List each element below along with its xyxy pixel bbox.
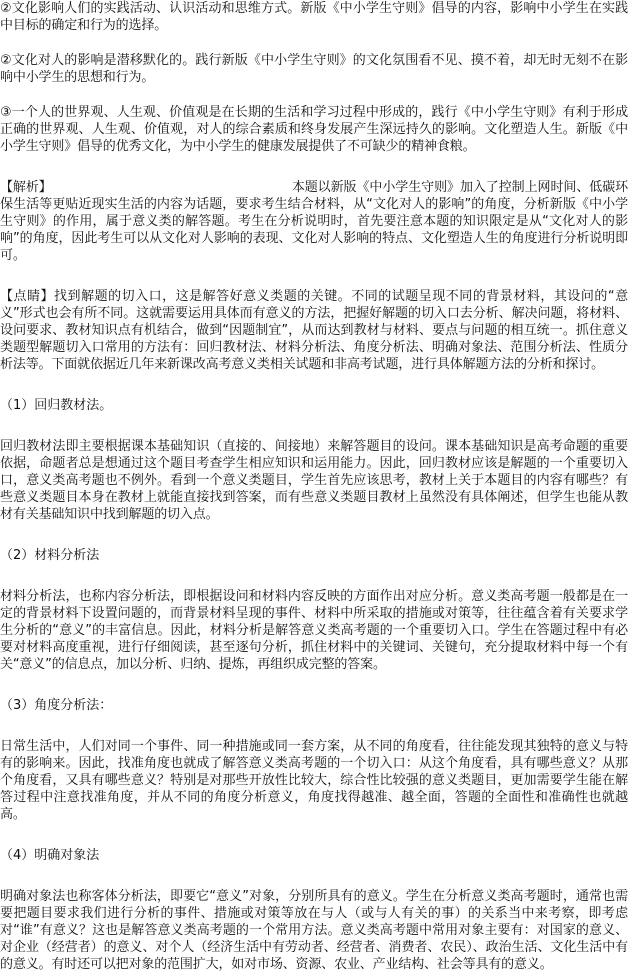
spacer	[0, 864, 628, 888]
method-3-text: 日常生活中，人们对同一个事件、同一种措施或同一套方案，从不同的角度看，往往能发现其独特的意义与特有的影响来。因此，找准角度也就成了解答意义类高考题的一个切入口：从这个角度看，具有哪些意义？从那个角度看，又具有哪些意义？特别是对那些开放性比较大，综合性比较强的意义类题目，更加需要学生能在解答过程中注意找准角度，并从不同的角度分析意义，角度找得越准、越全面，答题的全面性和准确性也就越高。	[0, 739, 628, 822]
method-2-title: （2）材料分析法	[0, 548, 100, 563]
point-3: ③一个人的世界观、人生观、价值观是在长期的生活和学习过程中形成的，践行《中小学生守则》有利于形成正确的世界观、人生观、价值观，对人的综合素质和终身发展产生深远持久的影响。文化塑造人生。新版《中小学生守则》倡导的优秀文化，为中小学生的健康发展提供了不可缺少的精神食粮。	[0, 105, 628, 154]
spacer	[0, 564, 628, 588]
method-4-text: 明确对象法也称客体分析法，即要它“意义”对象，分别所具有的意义。学生在分析意义类高考题时，通常也需要把题目要求我们进行分析的事件、措施或对策等放在与人（或与人有关的事）的关系当中来考察，即考虑对“谁”有意义？这也是解答意义类高考题的一个常用方法。意义类高考题中常用对象主要有：对国家的意义、对企业（经营者）的意义、对个人（经济生活中有劳动者、经营者、消费者、农民）、政治生活、文化生活中有的意义。有时还可以把对象的范围扩大，如对市场、资源、农业、产业结构、社会等具有的意义。	[0, 889, 628, 972]
analysis-tag: 【解析】	[0, 180, 52, 195]
spacer	[0, 523, 628, 547]
comment-tag: 【点睛】	[0, 289, 55, 304]
method-4-title: （4）明确对象法	[0, 848, 100, 863]
method-1-title: （1）回归教材法。	[0, 398, 113, 413]
spacer	[0, 414, 628, 438]
comment-paragraph	[0, 288, 628, 373]
method-2-text: 材料分析法，也称内容分析法，即根据设问和材料内容反映的方面作出对应分析。意义类高考题一般都是在一定的背景材料下设置问题的，而背景材料呈现的事件、材料中所采取的措施或对策等，往往蕴含着有关要求学生分析的“意义”的丰富信息。因此，材料分析是解答意义类高考题的一个重要切入口。学生在答题过程中有必要对材料高度重视，进行仔细阅读，甚至逐句分析，抓住材料中的关键词、关键句，充分提取材料中每一个有关“意义”的信息点，加以分析、归纳、提炼，再组织成完整的答案。	[0, 589, 628, 672]
spacer	[0, 673, 628, 697]
spacer	[0, 155, 628, 179]
spacer	[0, 86, 628, 104]
spacer	[0, 373, 628, 397]
spacer	[0, 823, 628, 847]
spacer	[0, 264, 628, 288]
point-2: ②文化对人的影响是潜移默化的。践行新版《中小学生守则》的文化氛围看不见、摸不着，却无时无刻不在影响中小学生的思想和行为。	[0, 53, 628, 85]
analysis-paragraph	[0, 179, 628, 264]
method-3-title: （3）角度分析法：	[0, 698, 113, 713]
comment-text: 找到解题的切入口，这是解答好意义类题的关键。不同的试题呈现不同的背景材料，其设问的“意义”形式也会有所不同。这就需要运用具体而有意义的方法，把握好解题的切入口去分析、解决问题，将材料、设问要求、教材知识点有机结合，做到“因题制宜”，从而达到教材与材料、要点与问题的相互统一。抓住意义类题型解题切入口常用的方法有：回归教材法、材料分析法、角度分析法、明确对象法、范围分析法、性质分析法等。下面就依据近几年来新课改高考意义类相关试题和非高考试题，进行具体解题方法的分析和探讨。	[0, 289, 628, 372]
spacer	[0, 714, 628, 738]
point-1: ②文化影响人们的实践活动、认识活动和思维方式。新版《中小学生守则》倡导的内容，影响中小学生在实践中目标的确定和行为的选择。	[0, 1, 628, 33]
analysis-text: 本题以新版《中小学生守则》加入了控制上网时间、低碳环保生活等更贴近现实生活的内容为话题，要求考生结合材料，从“文化对人的影响”的角度，分析新版《中小学生守则》的作用，属于意义类的解答题。考生在分析说明时，首先要注意本题的知识限定是从“文化对人的影响”的角度，因此考生可以从文化对人影响的表现、文化对人影响的特点、文化塑造人生的角度进行分析说明即可。	[0, 180, 628, 263]
spacer	[0, 34, 628, 52]
method-1-text: 回归教材法即主要根据课本基础知识（直接的、间接地）来解答题目的设问。课本基础知识是高考命题的重要依据，命题者总是想通过这个题目考查学生相应知识和运用能力。因此，回归教材应该是解题的一个重要切入口，意义类高考题也不例外。看到一个意义类题目，学生首先应该思考，教材上关于本题目的内容有哪些？有些意义类题目本身在教材上就能直接找到答案，而有些意义类题目教材上虽然没有具体阐述，但学生也能从教材有关基础知识中找到解题的切入点。	[0, 439, 628, 522]
